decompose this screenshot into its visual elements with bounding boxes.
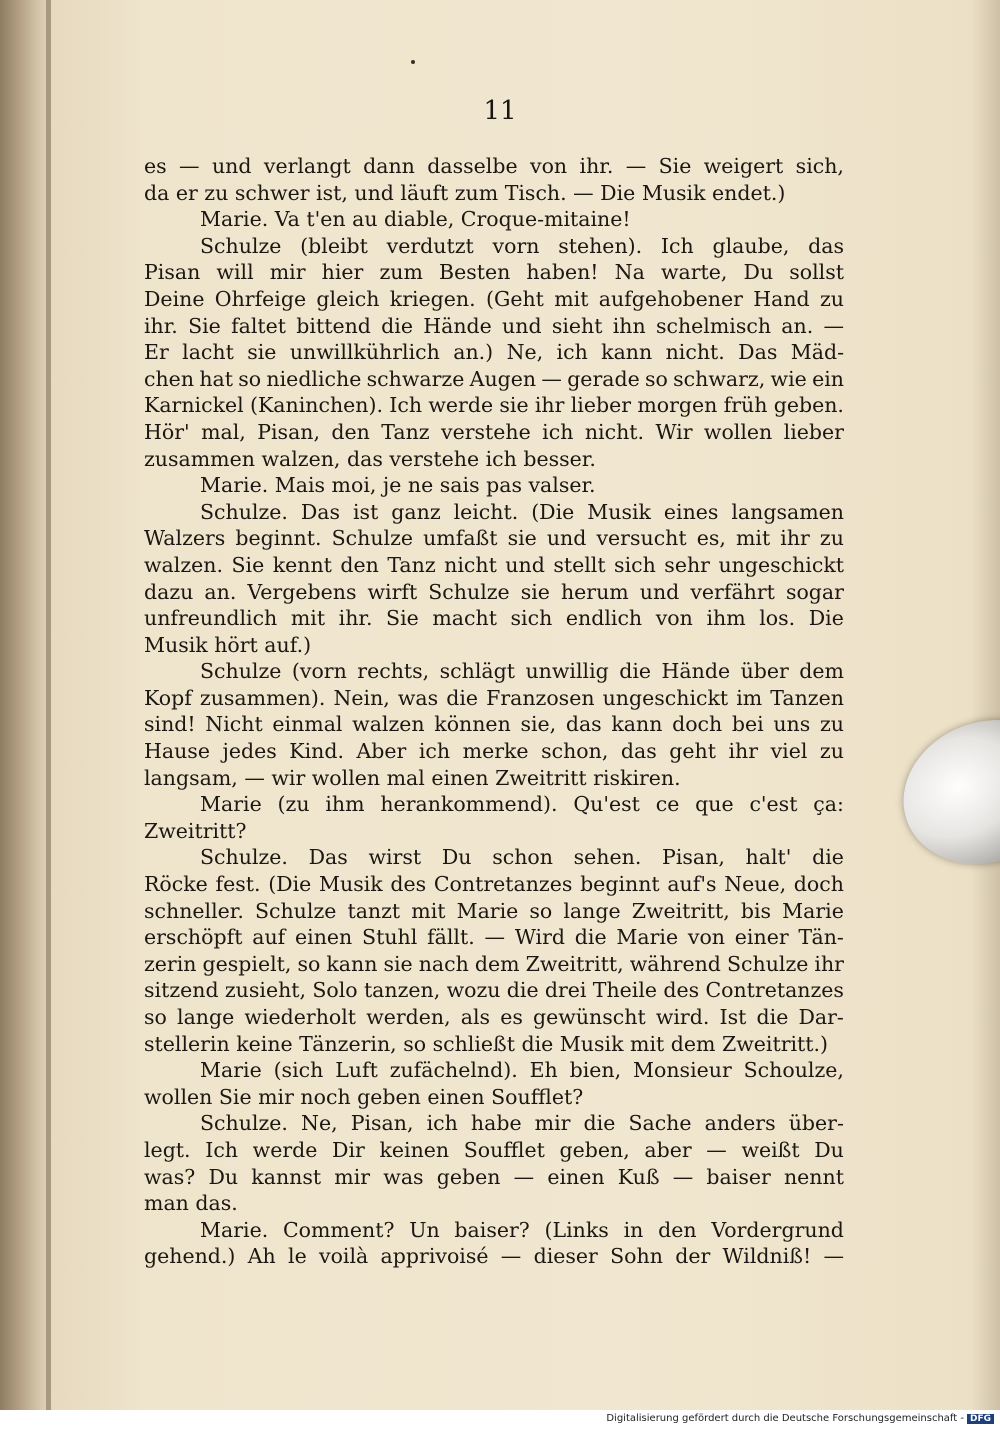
text-line: Schulze (vorn rechts, schlägt unwillig die Hände über dem xyxy=(200,659,844,684)
text-line: Schulze. Das ist ganz leicht. (Die Musik eines langsamen xyxy=(200,499,844,524)
text-line: Marie. Mais moi, je ne sais pas valser. xyxy=(200,473,596,498)
digitization-credit xyxy=(606,1413,994,1424)
text-line: es — und verlangt dann dasselbe von ihr. — Sie weigert sich, xyxy=(144,154,844,178)
ink-dot xyxy=(411,60,415,64)
text-line: Walzers beginnt. Schulze umfaßt sie und versucht es, mit ihr zu xyxy=(144,526,844,551)
text-line: wollen Sie mir noch geben einen Soufflet? xyxy=(144,1084,584,1109)
text-line: Marie. Comment? Un baiser? (Links in den Vordergrund xyxy=(200,1217,844,1242)
text-line: langsam, — wir wollen mal einen Zweitritt riskiren. xyxy=(144,765,681,790)
page-edge-shadow xyxy=(970,0,1000,1410)
text-line: Schulze (bleibt verdutzt vorn stehen). Ich glaube, das xyxy=(200,233,844,258)
text-line: Hör' mal, Pisan, den Tanz verstehe ich nicht. Wir wollen lieber xyxy=(144,419,844,444)
text-line: Kopf zusammen). Nein, was die Franzosen ungeschickt im Tanzen xyxy=(144,685,844,710)
text-line: Hause jedes Kind. Aber ich merke schon, das geht ihr viel zu xyxy=(144,739,844,764)
text-line: Schulze. Das wirst Du schon sehen. Pisan, halt' die xyxy=(200,845,844,870)
text-line: Marie (zu ihm herankommend). Qu'est ce que c'est ça: xyxy=(200,792,844,817)
text-line: Zweitritt? xyxy=(144,818,247,843)
text-line: Röcke fest. (Die Musik des Contretanzes beginnt auf's Neue, doch xyxy=(144,872,844,897)
text-line: schneller. Schulze tanzt mit Marie so lange Zweitritt, bis Marie xyxy=(144,898,844,923)
credit-text: Digitalisierung gefördert durch die Deutsche Forschungsgemeinschaft - xyxy=(606,1413,964,1424)
text-line: Musik hört auf.) xyxy=(144,632,312,657)
text-line: was? Du kannst mir was geben — einen Kuß — baiser nennt xyxy=(144,1164,844,1189)
text-line: Karnickel (Kaninchen). Ich werde sie ihr lieber morgen früh geben. xyxy=(144,393,844,418)
page-number: 11 xyxy=(483,96,517,126)
text-line: dazu an. Vergebens wirft Schulze sie herum und verfährt sogar xyxy=(144,579,844,604)
text-line: sind! Nicht einmal walzen können sie, das kann doch bei uns zu xyxy=(144,712,844,737)
text-line: stellerin keine Tänzerin, so schließt die Musik mit dem Zweitritt.) xyxy=(144,1031,829,1056)
text-line: gehend.) Ah le voilà apprivoisé — dieser Sohn der Wildniß! — xyxy=(144,1244,844,1269)
body-text xyxy=(144,153,844,1270)
text-line: walzen. Sie kennt den Tanz nicht und stellt sich sehr ungeschickt xyxy=(144,552,844,577)
text-line: so lange wiederholt werden, als es gewünscht wird. Ist die Dar- xyxy=(144,1005,844,1029)
text-line: zusammen walzen, das verstehe ich besser. xyxy=(144,446,596,471)
text-line: legt. Ich werde Dir keinen Soufflet geben, aber — weißt Du xyxy=(144,1137,844,1162)
text-line: sitzend zusieht, Solo tanzen, wozu die drei Theile des Contretanzes xyxy=(144,978,844,1003)
text-line: Marie (sich Luft zufächelnd). Eh bien, Monsieur Schoulze, xyxy=(200,1058,844,1083)
text-line: man das. xyxy=(144,1191,238,1216)
text-line: erschöpft auf einen Stuhl fällt. — Wird die Marie von einer Tän- xyxy=(144,925,844,950)
binding-edge xyxy=(46,0,51,1410)
text-line: da er zu schwer ist, und läuft zum Tisch. — Die Musik endet.) xyxy=(144,180,786,205)
text-line: Marie. Va t'en au diable, Croque-mitaine! xyxy=(200,207,631,232)
dfg-logo: DFG xyxy=(967,1414,994,1424)
text-line: Pisan will mir hier zum Besten haben! Na warte, Du sollst xyxy=(144,260,844,285)
text-line: zerin gespielt, so kann sie nach dem Zweitritt, während Schulze ihr xyxy=(144,951,844,976)
text-line: Deine Ohrfeige gleich kriegen. (Geht mit aufgehobener Hand zu xyxy=(144,286,844,311)
text-line: ihr. Sie faltet bittend die Hände und sieht ihn schelmisch an. — xyxy=(144,313,844,338)
text-line: chen hat so niedliche schwarze Augen — gerade so schwarz, wie ein xyxy=(144,366,844,391)
text-line: unfreundlich mit ihr. Sie macht sich endlich von ihm los. Die xyxy=(144,606,844,631)
text-line: Er lacht sie unwillkührlich an.) Ne, ich kann nicht. Das Mäd- xyxy=(144,340,844,365)
text-line: Schulze. Ne, Pisan, ich habe mir die Sache anders über- xyxy=(200,1111,844,1136)
